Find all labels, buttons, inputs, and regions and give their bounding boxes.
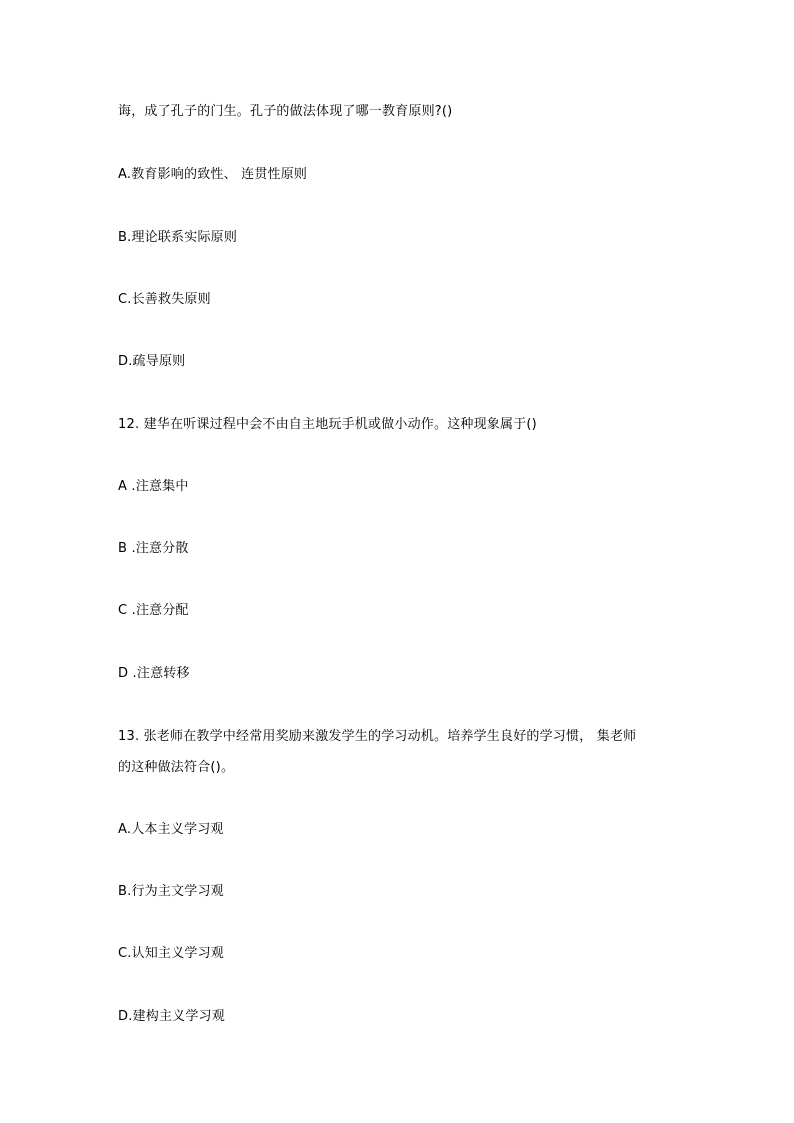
- question-12-option-b: B .注意分散: [118, 541, 189, 556]
- question-13-option-b: B.行为主文学习观: [118, 884, 224, 899]
- question-12-option-c: C .注意分配: [118, 603, 189, 618]
- question-13-option-d: D.建构主义学习观: [118, 1009, 225, 1024]
- question-11-option-d: D.疏导原则: [118, 354, 186, 369]
- question-13-option-a: A.人本主义学习观: [118, 822, 224, 837]
- question-13-option-c: C.认知主义学习观: [118, 946, 225, 961]
- question-11-option-a: A.教育影响的致性、 连贯性原则: [118, 167, 308, 182]
- question-13-stem-line-2: 的这种做法符合()。: [118, 760, 235, 775]
- question-12-stem: 12. 建华在听课过程中会不由自主地玩手机或做小动作。这种现象属于(): [118, 417, 537, 432]
- question-12-option-d: D .注意转移: [118, 666, 190, 681]
- question-12-option-a: A .注意集中: [118, 479, 189, 494]
- question-11-stem: 诲，成了孔子的门生。孔子的做法体现了哪一教育原则?(): [118, 104, 453, 119]
- question-11-option-c: C.长善救失原则: [118, 292, 211, 307]
- question-13-stem-line-1: 13. 张老师在教学中经常用奖励来激发学生的学习动机。培养学生良好的学习惯， 集老师: [118, 729, 637, 744]
- question-11-option-b: B.理论联系实际原则: [118, 230, 238, 245]
